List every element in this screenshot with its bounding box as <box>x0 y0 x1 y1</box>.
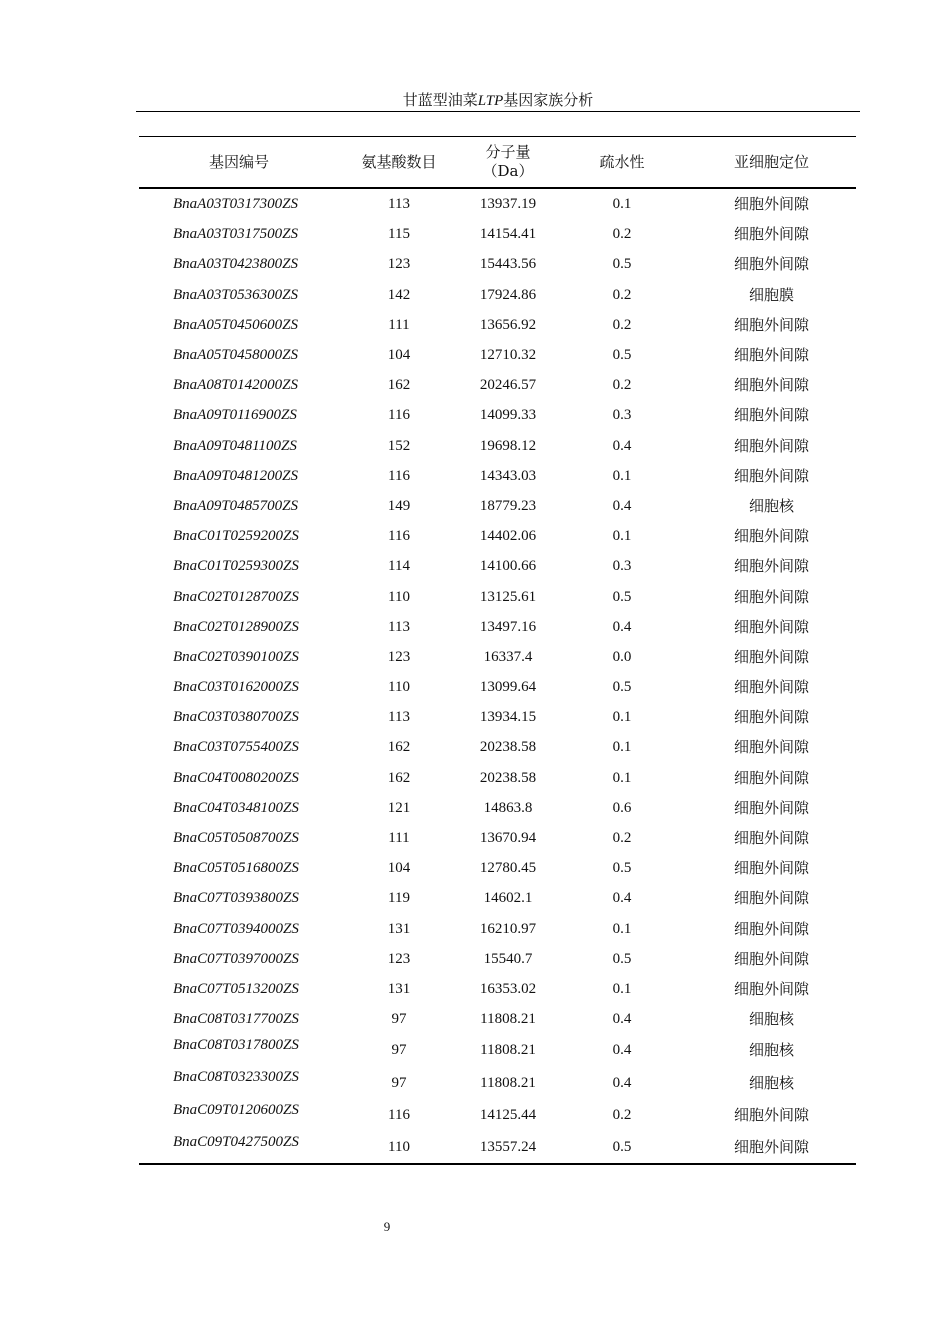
cell-molecular-weight: 13125.61 <box>479 588 537 605</box>
table-row <box>139 1131 856 1164</box>
table-row <box>139 732 856 762</box>
cell-hydrophobicity: 0.2 <box>612 286 632 303</box>
table-row <box>139 883 856 913</box>
running-head-suffix: 基因家族分析 <box>503 91 594 109</box>
cell-gene-id: BnaC07T0397000ZS <box>173 950 299 967</box>
page-number: 9 <box>383 1219 391 1234</box>
table-row <box>139 521 856 551</box>
cell-molecular-weight: 14154.41 <box>479 226 537 243</box>
cell-subcellular-location: 细胞核 <box>748 1010 794 1029</box>
cell-subcellular-location: 细胞外间隙 <box>687 1131 856 1164</box>
cell-gene-id: BnaC07T0394000ZS <box>173 920 299 937</box>
table-row <box>139 491 856 521</box>
cell-molecular-weight: 11808.21 <box>480 1011 536 1028</box>
cell-amino-acid-count: 113 <box>388 709 410 726</box>
cell-amino-acid-count: 149 <box>387 497 411 514</box>
cell-subcellular-location: 细胞外间隙 <box>733 798 809 817</box>
cell-molecular-weight: 13557.24 <box>459 1131 557 1164</box>
cell-amino-acid-count: 113 <box>388 196 410 213</box>
cell-subcellular-location: 细胞外间隙 <box>733 678 809 697</box>
cell-molecular-weight: 11808.21 <box>480 1074 536 1091</box>
table-row <box>139 461 856 491</box>
cell-amino-acid-count: 111 <box>388 830 410 847</box>
cell-molecular-weight: 20246.57 <box>479 377 537 394</box>
cell-gene-id: BnaC04T0348100ZS <box>173 799 299 816</box>
cell-molecular-weight: 20238.58 <box>479 739 537 756</box>
table-row <box>139 581 856 611</box>
cell-molecular-weight: 13099.64 <box>479 679 537 696</box>
cell-subcellular-location: 细胞核 <box>748 1041 794 1060</box>
cell-amino-acid-count: 116 <box>388 467 410 484</box>
cell-subcellular-location: 细胞膜 <box>748 285 794 304</box>
ltp-gene-table <box>139 136 856 1165</box>
cell-molecular-weight: 20238.58 <box>479 769 537 786</box>
cell-gene-id: BnaC03T0755400ZS <box>173 739 299 756</box>
cell-hydrophobicity: 0.2 <box>612 226 632 243</box>
header-rule <box>136 111 860 112</box>
cell-hydrophobicity: 0.2 <box>612 316 632 333</box>
cell-gene-id: BnaC02T0390100ZS <box>173 648 299 665</box>
cell-gene-id: BnaC09T0427500ZS <box>139 1131 339 1164</box>
cell-hydrophobicity: 0.3 <box>612 407 632 424</box>
table-row <box>139 642 856 672</box>
cell-gene-id: BnaA03T0536300ZS <box>173 286 299 303</box>
cell-molecular-weight: 13934.15 <box>479 709 537 726</box>
cell-gene-id: BnaC03T0162000ZS <box>173 679 299 696</box>
cell-amino-acid-count: 116 <box>388 407 410 424</box>
cell-amino-acid-count: 121 <box>387 799 411 816</box>
cell-hydrophobicity: 0.5 <box>557 1131 687 1164</box>
cell-amino-acid-count: 162 <box>387 739 411 756</box>
cell-gene-id: BnaC05T0508700ZS <box>173 830 299 847</box>
cell-gene-id: BnaC09T0120600ZS <box>173 1101 299 1118</box>
cell-subcellular-location: 细胞核 <box>748 496 794 515</box>
cell-hydrophobicity: 0.4 <box>612 1042 632 1059</box>
cell-subcellular-location: 细胞外间隙 <box>733 225 809 244</box>
cell-hydrophobicity: 0.4 <box>612 1074 632 1091</box>
cell-gene-id: BnaA03T0317300ZS <box>173 196 299 213</box>
table-row <box>139 188 856 219</box>
cell-hydrophobicity: 0.5 <box>612 950 632 967</box>
cell-molecular-weight: 13670.94 <box>479 830 537 847</box>
cell-hydrophobicity: 0.4 <box>612 1011 632 1028</box>
cell-subcellular-location: 细胞外间隙 <box>733 587 809 606</box>
header-amino-acid-count: 氨基酸数目 <box>339 137 459 189</box>
table-row <box>139 672 856 702</box>
cell-subcellular-location: 细胞核 <box>748 1073 794 1092</box>
cell-hydrophobicity: 0.1 <box>612 769 632 786</box>
header-mw-line1: 分子量 <box>485 143 531 161</box>
cell-subcellular-location: 细胞外间隙 <box>733 949 809 968</box>
cell-molecular-weight: 16337.4 <box>483 648 533 665</box>
cell-amino-acid-count: 131 <box>387 980 411 997</box>
cell-amino-acid-count: 162 <box>387 377 411 394</box>
cell-molecular-weight: 13656.92 <box>479 316 537 333</box>
cell-amino-acid-count: 104 <box>387 347 411 364</box>
table-row <box>139 400 856 430</box>
table-row <box>139 944 856 974</box>
cell-amino-acid-count: 115 <box>388 226 410 243</box>
cell-gene-id: BnaA09T0116900ZS <box>173 407 297 424</box>
cell-amino-acid-count: 114 <box>388 558 410 575</box>
cell-gene-id: BnaC08T0317700ZS <box>173 1011 299 1028</box>
cell-hydrophobicity: 0.5 <box>612 588 632 605</box>
cell-molecular-weight: 14125.44 <box>479 1106 537 1123</box>
cell-amino-acid-count: 119 <box>388 890 410 907</box>
cell-hydrophobicity: 0.5 <box>612 347 632 364</box>
cell-subcellular-location: 细胞外间隙 <box>733 527 809 546</box>
table-row <box>139 763 856 793</box>
cell-amino-acid-count: 123 <box>387 256 411 273</box>
cell-subcellular-location: 细胞外间隙 <box>733 376 809 395</box>
cell-subcellular-location: 细胞外间隙 <box>733 738 809 757</box>
table-row <box>139 370 856 400</box>
cell-hydrophobicity: 0.4 <box>612 497 632 514</box>
cell-gene-id: BnaC02T0128900ZS <box>173 618 299 635</box>
cell-molecular-weight: 12780.45 <box>479 860 537 877</box>
table-row <box>139 551 856 581</box>
cell-amino-acid-count: 110 <box>388 679 410 696</box>
cell-hydrophobicity: 0.2 <box>612 377 632 394</box>
cell-gene-id: BnaA08T0142000ZS <box>173 377 299 394</box>
cell-gene-id: BnaA09T0481200ZS <box>173 467 299 484</box>
cell-molecular-weight: 12710.32 <box>479 347 537 364</box>
cell-molecular-weight: 15540.7 <box>483 950 533 967</box>
cell-molecular-weight: 14099.33 <box>479 407 537 424</box>
cell-molecular-weight: 14402.06 <box>479 528 537 545</box>
cell-subcellular-location: 细胞外间隙 <box>733 647 809 666</box>
cell-hydrophobicity: 0.2 <box>612 1106 632 1123</box>
cell-amino-acid-count: 152 <box>387 437 411 454</box>
running-head-italic: LTP <box>477 93 504 109</box>
cell-gene-id: BnaC05T0516800ZS <box>173 860 299 877</box>
cell-molecular-weight: 17924.86 <box>479 286 537 303</box>
table-row <box>139 914 856 944</box>
table-header-row <box>139 137 856 189</box>
cell-molecular-weight: 14100.66 <box>479 558 537 575</box>
header-mw-line2: （Da） <box>482 162 534 180</box>
cell-amino-acid-count: 110 <box>339 1131 459 1164</box>
table-row <box>139 974 856 1004</box>
cell-hydrophobicity: 0.1 <box>612 739 632 756</box>
cell-hydrophobicity: 0.2 <box>612 830 632 847</box>
cell-amino-acid-count: 104 <box>387 860 411 877</box>
cell-gene-id: BnaC04T0080200ZS <box>173 769 299 786</box>
cell-molecular-weight: 16353.02 <box>479 980 537 997</box>
cell-hydrophobicity: 0.1 <box>612 980 632 997</box>
cell-amino-acid-count: 116 <box>388 1106 410 1123</box>
cell-gene-id: BnaA05T0458000ZS <box>173 347 299 364</box>
cell-amino-acid-count: 111 <box>388 316 410 333</box>
cell-molecular-weight: 11808.21 <box>480 1042 536 1059</box>
cell-gene-id: BnaC08T0317800ZS <box>173 1037 299 1054</box>
cell-gene-id: BnaC03T0380700ZS <box>173 709 299 726</box>
cell-subcellular-location: 细胞外间隙 <box>733 557 809 576</box>
cell-amino-acid-count: 123 <box>387 648 411 665</box>
cell-hydrophobicity: 0.1 <box>612 196 632 213</box>
cell-amino-acid-count: 116 <box>388 528 410 545</box>
table-row <box>139 823 856 853</box>
table-row <box>139 612 856 642</box>
cell-subcellular-location: 细胞外间隙 <box>733 195 809 214</box>
table-row <box>139 1099 856 1131</box>
cell-gene-id: BnaC01T0259300ZS <box>173 558 299 575</box>
cell-subcellular-location: 细胞外间隙 <box>733 768 809 787</box>
cell-subcellular-location: 细胞外间隙 <box>733 315 809 334</box>
cell-gene-id: BnaA03T0423800ZS <box>173 256 299 273</box>
cell-hydrophobicity: 0.1 <box>612 467 632 484</box>
cell-amino-acid-count: 97 <box>391 1074 407 1091</box>
table-body <box>139 188 856 1164</box>
cell-subcellular-location: 细胞外间隙 <box>733 889 809 908</box>
table-row <box>139 431 856 461</box>
table-row <box>139 1004 856 1034</box>
table-row <box>139 280 856 310</box>
table-row <box>139 1066 856 1098</box>
cell-subcellular-location: 细胞外间隙 <box>733 708 809 727</box>
cell-molecular-weight: 18779.23 <box>479 497 537 514</box>
cell-subcellular-location: 细胞外间隙 <box>733 617 809 636</box>
cell-subcellular-location: 细胞外间隙 <box>733 436 809 455</box>
cell-gene-id: BnaC07T0393800ZS <box>173 890 299 907</box>
cell-amino-acid-count: 131 <box>387 920 411 937</box>
cell-subcellular-location: 细胞外间隙 <box>733 255 809 274</box>
cell-hydrophobicity: 0.4 <box>612 437 632 454</box>
cell-amino-acid-count: 97 <box>391 1011 407 1028</box>
cell-gene-id: BnaC07T0513200ZS <box>173 980 299 997</box>
cell-gene-id: BnaC02T0128700ZS <box>173 588 299 605</box>
header-gene-id: 基因编号 <box>139 137 339 189</box>
table-row <box>139 702 856 732</box>
cell-molecular-weight: 13937.19 <box>479 196 537 213</box>
cell-hydrophobicity: 0.1 <box>612 528 632 545</box>
header-hydrophobicity: 疏水性 <box>557 137 687 189</box>
cell-amino-acid-count: 110 <box>388 588 410 605</box>
cell-hydrophobicity: 0.1 <box>612 709 632 726</box>
header-molecular-weight <box>459 137 557 189</box>
cell-hydrophobicity: 0.0 <box>612 648 632 665</box>
cell-gene-id: BnaA09T0485700ZS <box>173 497 299 514</box>
cell-amino-acid-count: 142 <box>387 286 411 303</box>
cell-gene-id: BnaA05T0450600ZS <box>173 316 299 333</box>
cell-molecular-weight: 13497.16 <box>479 618 537 635</box>
cell-gene-id: BnaA03T0317500ZS <box>173 226 299 243</box>
cell-subcellular-location: 细胞外间隙 <box>733 1105 809 1124</box>
cell-gene-id: BnaC08T0323300ZS <box>173 1069 299 1086</box>
cell-hydrophobicity: 0.4 <box>612 890 632 907</box>
cell-subcellular-location: 细胞外间隙 <box>733 859 809 878</box>
running-head-prefix: 甘蓝型油菜 <box>402 91 478 109</box>
cell-hydrophobicity: 0.4 <box>612 618 632 635</box>
cell-hydrophobicity: 0.6 <box>612 799 632 816</box>
table-row <box>139 249 856 279</box>
cell-molecular-weight: 14343.03 <box>479 467 537 484</box>
cell-molecular-weight: 16210.97 <box>479 920 537 937</box>
cell-subcellular-location: 细胞外间隙 <box>733 829 809 848</box>
table-row <box>139 1034 856 1066</box>
cell-hydrophobicity: 0.5 <box>612 679 632 696</box>
cell-hydrophobicity: 0.3 <box>612 558 632 575</box>
cell-amino-acid-count: 113 <box>388 618 410 635</box>
cell-molecular-weight: 19698.12 <box>479 437 537 454</box>
cell-amino-acid-count: 123 <box>387 950 411 967</box>
table-row <box>139 219 856 249</box>
table-row <box>139 340 856 370</box>
cell-molecular-weight: 14863.8 <box>483 799 533 816</box>
cell-molecular-weight: 15443.56 <box>479 256 537 273</box>
cell-subcellular-location: 细胞外间隙 <box>733 346 809 365</box>
cell-hydrophobicity: 0.5 <box>612 860 632 877</box>
table-row <box>139 793 856 823</box>
cell-hydrophobicity: 0.5 <box>612 256 632 273</box>
header-subcellular-location: 亚细胞定位 <box>687 137 856 189</box>
running-head <box>136 90 860 111</box>
cell-gene-id: BnaA09T0481100ZS <box>173 437 297 454</box>
table-row <box>139 310 856 340</box>
cell-subcellular-location: 细胞外间隙 <box>733 979 809 998</box>
cell-hydrophobicity: 0.1 <box>612 920 632 937</box>
cell-subcellular-location: 细胞外间隙 <box>733 919 809 938</box>
cell-subcellular-location: 细胞外间隙 <box>733 406 809 425</box>
cell-amino-acid-count: 162 <box>387 769 411 786</box>
cell-amino-acid-count: 97 <box>391 1042 407 1059</box>
cell-subcellular-location: 细胞外间隙 <box>733 466 809 485</box>
cell-gene-id: BnaC01T0259200ZS <box>173 528 299 545</box>
cell-molecular-weight: 14602.1 <box>483 890 533 907</box>
table-row <box>139 853 856 883</box>
